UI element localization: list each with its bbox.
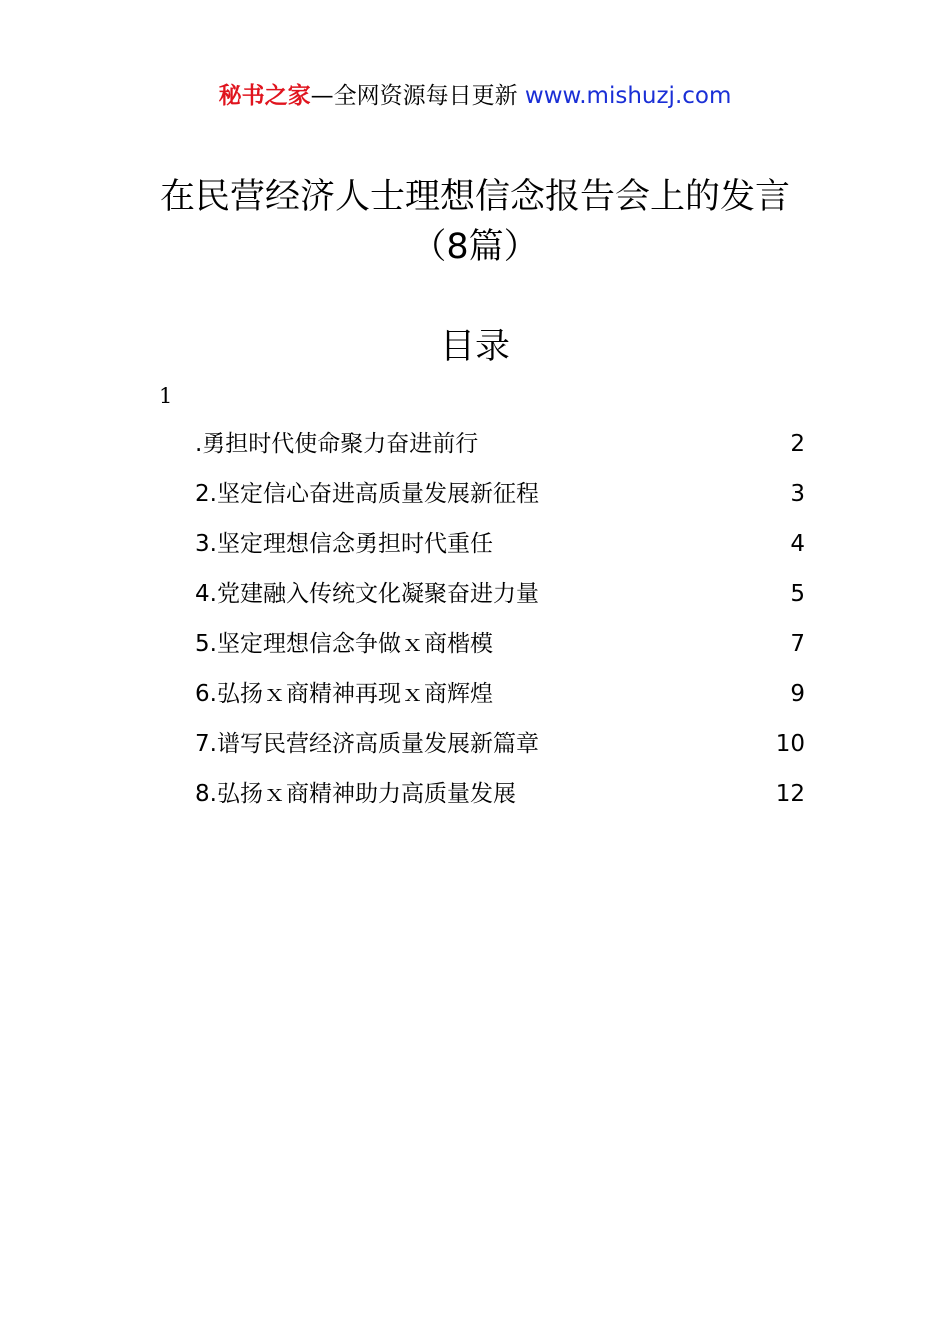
toc-leader-dots — [495, 627, 788, 647]
toc-entry-title: 6.弘扬ｘ商精神再现ｘ商辉煌 — [195, 681, 493, 707]
stray-number: 1 — [159, 384, 173, 408]
site-header — [0, 80, 950, 112]
site-slogan: —全网资源每日更新 — [310, 83, 518, 109]
toc-entry-title: 4.党建融入传统文化凝聚奋进力量 — [195, 581, 539, 607]
document-title — [0, 172, 950, 272]
toc-entry-page: 12 — [775, 781, 805, 807]
toc-leader-dots — [541, 727, 774, 747]
toc-entry-page: 5 — [790, 581, 805, 607]
toc-entry-title: 7.谱写民营经济高质量发展新篇章 — [195, 731, 539, 757]
document-title-count: （8篇） — [411, 227, 539, 267]
toc-entry-title: 2.坚定信心奋进高质量发展新征程 — [195, 481, 539, 507]
toc-entry[interactable] — [195, 426, 805, 476]
toc-entry[interactable] — [195, 526, 805, 576]
toc-entry[interactable] — [195, 776, 805, 826]
document-title-text: 在民营经济人士理想信念报告会上的发言 — [159, 177, 790, 217]
toc-leader-dots — [495, 677, 788, 697]
toc-heading: 目录 — [439, 327, 510, 367]
toc-entry-page: 4 — [790, 531, 805, 557]
toc-entry[interactable] — [195, 476, 805, 526]
toc-entry[interactable] — [195, 676, 805, 726]
toc-entry-page: 10 — [775, 731, 805, 757]
site-brand: 秘书之家 — [218, 83, 311, 109]
toc-entry[interactable] — [195, 626, 805, 676]
toc-entry-title: 8.弘扬ｘ商精神助力高质量发展 — [195, 781, 516, 807]
toc-leader-dots — [480, 427, 788, 447]
site-url-link[interactable]: www.mishuzj.com — [524, 83, 732, 109]
toc-entry[interactable] — [195, 576, 805, 626]
toc-entry-page: 3 — [790, 481, 805, 507]
toc-entry-title: 3.坚定理想信念勇担时代重任 — [195, 531, 493, 557]
toc-list — [195, 426, 805, 826]
toc-entry[interactable] — [195, 726, 805, 776]
toc-entry-page: 7 — [790, 631, 805, 657]
toc-leader-dots — [541, 477, 788, 497]
toc-entry-title: 5.坚定理想信念争做ｘ商楷模 — [195, 631, 493, 657]
toc-entry-title: .勇担时代使命聚力奋进前行 — [195, 431, 479, 457]
toc-entry-page: 2 — [790, 431, 805, 457]
toc-leader-dots — [495, 527, 788, 547]
toc-leader-dots — [541, 577, 788, 597]
toc-entry-page: 9 — [790, 681, 805, 707]
toc-leader-dots — [518, 777, 774, 797]
